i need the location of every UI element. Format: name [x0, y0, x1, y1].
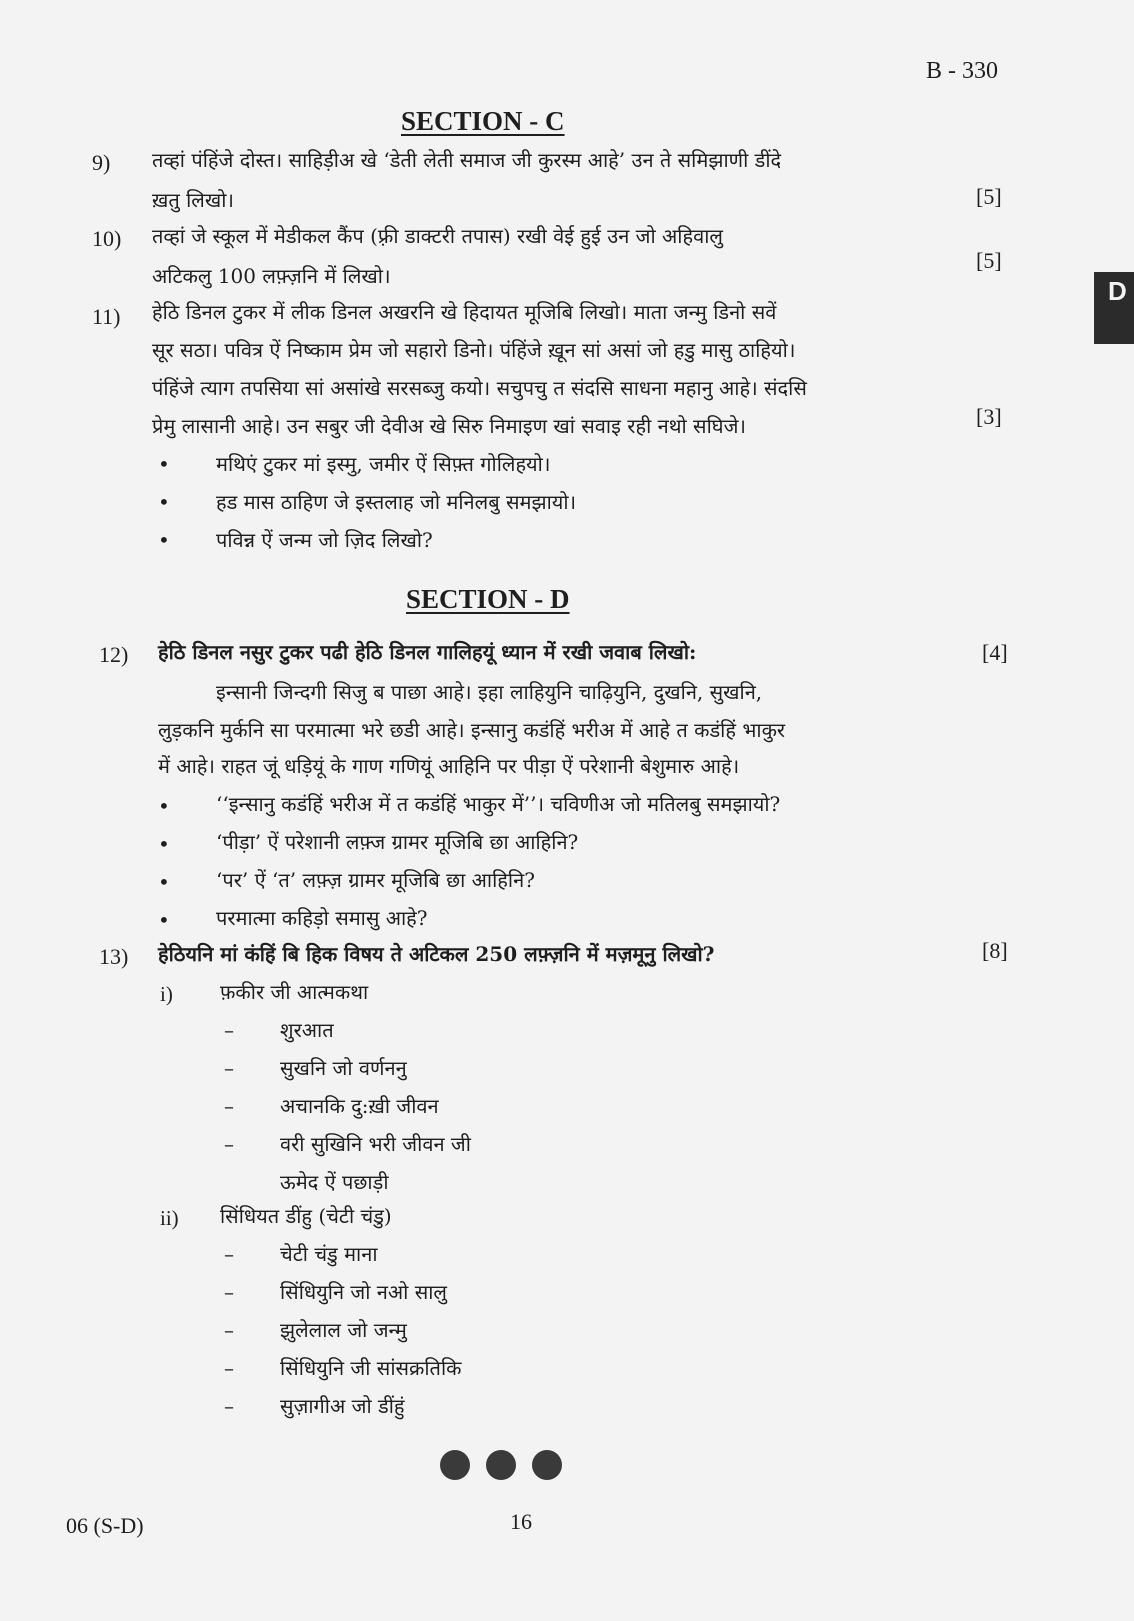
paper-code: B - 330: [926, 58, 998, 84]
q11-line-1: हेठि डिनल टुकर में लीक डिनल अखरनि खे हिदायत मूजिबि लिखो। माता जन्मु डिनो सवें: [152, 300, 777, 324]
q12-heading: हेठि डिनल नसुर टुकर पढी हेठि डिनल गालिहयूं ध्यान में रखी जवाब लिखो:: [158, 640, 697, 664]
q12-bullet-2: ‘पीड़ा’ ऐं परेशानी लफ़्ज ग्रामर मूजिबि छा आहिनि?: [216, 830, 579, 854]
topic-1-point-2: सुखनि जो वर्णननु: [280, 1056, 407, 1080]
q12-passage-line-1: इन्सानी जिन्दगी सिजु ब पाछा आहे। इहा लाहियुनि चाढ़ियुनि, दुखनि, सुखनि,: [216, 680, 763, 704]
q10-line-1: तव्हां जे स्कूल में मेडीकल कैंप (फ़्री डाक्टरी तपास) रखी वेई हुई उन जो अहिवालु: [152, 224, 723, 248]
q12-passage-line-2: लुड़कनि मुर्कनि सा परमात्मा भरे छडी आहे। इन्सानु कडंहिं भरीअ में आहे त कडंहिं भाकुर: [158, 718, 786, 742]
topic-1-point-3: अचानकि दु:ख़ी जीवन: [280, 1094, 439, 1118]
side-tab-letter: D: [1108, 276, 1127, 306]
topic-1-point-1-dash: –: [224, 1018, 234, 1042]
q12-bullet-1-marker: •: [158, 794, 170, 818]
q13-topic-2-title: सिंधियत डींहु (चेटी चंडु): [220, 1204, 392, 1228]
q13-number: 13): [99, 944, 129, 969]
q12-marks: [4]: [982, 640, 1008, 665]
q9-line-2: ख़तु लिखो।: [152, 188, 234, 212]
q11-number: 11): [92, 304, 121, 329]
topic-1-point-2-dash: –: [224, 1056, 234, 1080]
topic-2-point-4-dash: –: [224, 1356, 234, 1380]
q12-bullet-4-marker: •: [158, 908, 170, 932]
end-dot-2: [486, 1450, 516, 1480]
q13-marks: [8]: [982, 938, 1008, 963]
q11-bullet-1: मथिएं टुकर मां इस्मु, जमीर ऐं सिफ़्त गोलिहयो।: [216, 452, 551, 476]
q9-marks: [5]: [976, 184, 1002, 209]
topic-2-point-3: झुलेलाल जो जन्मु: [280, 1318, 407, 1342]
topic-2-point-2-dash: –: [224, 1280, 234, 1304]
q10-line-2: अटिकलु 100 लफ़्ज़नि में लिखो।: [152, 264, 391, 288]
q11-line-2: सूर सठा। पवित्र ऐं निष्काम प्रेम जो सहारो डिनो। पंहिंजे ख़ून सां असां जो हडु मासु ठाहियो।: [152, 338, 796, 362]
q11-line-3: पंहिंजे त्याग तपसिया सां असांखे सरसब्जु कयो। सचुपचु त संदसि साधना महानु आहे। संदसि: [152, 376, 807, 400]
q9-line-1: तव्हां पंहिंजे दोस्त। साहिड़ीअ खे ‘डेती लेती समाज जी कुरस्म आहे’ उन ते समिझाणी डींदे: [152, 148, 782, 172]
q11-bullet-3-marker: •: [158, 528, 170, 552]
topic-1-point-1: शुरआत: [280, 1018, 334, 1042]
topic-1-point-4: वरी सुखिनि भरी जीवन जी: [280, 1132, 471, 1156]
topic-2-point-5-dash: –: [224, 1394, 234, 1418]
q12-bullet-1: ‘‘इन्सानु कडंहिं भरीअ में त कडंहिं भाकुर में’’। चविणीअ जो मतिलबु समझायो?: [216, 792, 781, 816]
q13-topic-1-label: i): [160, 982, 173, 1006]
footer-paper-id: 06 (S-D): [66, 1513, 144, 1538]
q12-bullet-3-marker: •: [158, 870, 170, 894]
q13-topic-1-title: फ़कीर जी आत्मकथा: [220, 980, 369, 1004]
q12-passage-line-3: में आहे। राहत जूं धड़ियूं के गाण गणियूं आहिनि पर पीड़ा ऐं परेशानी बेशुमारु आहे।: [158, 754, 740, 778]
topic-2-point-5: सुज़ागीअ जो डींहुं: [280, 1394, 405, 1418]
topic-1-point-4-dash: –: [224, 1132, 234, 1156]
q11-line-4: प्रेमु लासानी आहे। उन सबुर जी देवीअ खे सिरु निमाइण खां सवाइ रही नथो सघिजे।: [152, 414, 746, 438]
q11-bullet-1-marker: •: [158, 452, 170, 476]
q11-bullet-2: हड मास ठाहिण जे इस्तलाह जो मनिलबु समझायो।: [216, 490, 577, 514]
q13-heading: हेठियनि मां कंहिं बि हिक विषय ते अटिकल 250 लफ़्ज़नि में मज़मूनु लिखो?: [158, 942, 715, 966]
q11-bullet-3: पविन्न ऐं जन्म जो ज़िद लिखो?: [216, 528, 433, 552]
section-c-title: SECTION - C: [401, 106, 565, 136]
topic-1-point-3-dash: –: [224, 1094, 234, 1118]
q10-number: 10): [92, 226, 122, 251]
q9-number: 9): [92, 150, 111, 175]
q12-bullet-2-marker: •: [158, 832, 170, 856]
topic-2-point-3-dash: –: [224, 1318, 234, 1342]
topic-2-point-1-dash: –: [224, 1242, 234, 1266]
end-of-paper-dots: [440, 1450, 578, 1484]
footer-page-number: 16: [510, 1509, 532, 1534]
q12-number: 12): [99, 642, 129, 667]
topic-2-point-1: चेटी चंडु माना: [280, 1242, 378, 1266]
q12-bullet-3: ‘पर’ ऐं ‘त’ लफ़्ज़ ग्रामर मूजिबि छा आहिनि?: [216, 868, 535, 892]
q11-marks: [3]: [976, 404, 1002, 429]
q11-bullet-2-marker: •: [158, 490, 170, 514]
section-side-tab: [1094, 272, 1134, 344]
topic-2-point-4: सिंधियुनि जी सांसक्रतिकि: [280, 1356, 462, 1380]
topic-2-point-2: सिंधियुनि जो नओ सालु: [280, 1280, 447, 1304]
topic-1-point-4-continuation: ऊमेद ऐं पछाड़ी: [280, 1170, 389, 1194]
q10-marks: [5]: [976, 248, 1002, 273]
q12-bullet-4: परमात्मा कहिड़ो समासु आहे?: [216, 906, 428, 930]
end-dot-3: [532, 1450, 562, 1480]
section-d-title: SECTION - D: [406, 584, 570, 614]
end-dot-1: [440, 1450, 470, 1480]
q13-topic-2-label: ii): [160, 1206, 179, 1230]
